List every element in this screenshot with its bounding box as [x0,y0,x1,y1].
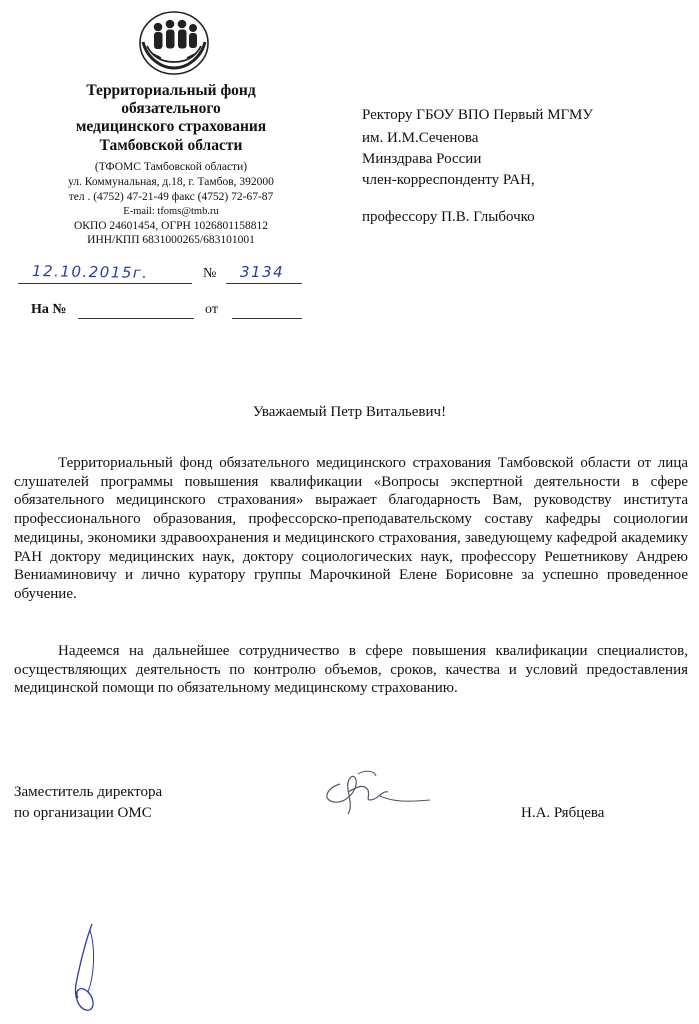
salutation: Уважаемый Петр Витальевич! [252,404,447,420]
body-paragraph-2: Надеемся на дальнейшее сотрудничество в сфере повышения квалификации специалистов, осуществляющих деятельность по контролю объемов, сроков, качества и условий предоставления медицинской помощи по обязательному медицинскому страхованию. [14,643,688,697]
handwritten-signature [318,766,433,816]
reference-number-line [78,318,194,319]
recipient-line-2: им. И.М.Сеченова [362,130,479,146]
org-name-line-4: Тамбовской области [99,137,243,154]
org-phones: тел . (4752) 47-21-49 факс (4752) 72-67-87 [68,191,274,203]
reference-from-label: от [205,302,218,317]
body-paragraph-1: Территориальный фонд обязательного медицинского страхования Тамбовской области от лица слушателей программы повышения квалификации «Вопросы экспертной деятельности в сфере обязательного медицинского страхования» выражает благодарность Вам, руководству института профессионального образования, профессорско-преподавательскому составу кафедры социологии медицины, экономики здравоохранения и медицинского страхования, заведующему кафедрой академику РАН доктору медицинских наук, доктору социологических наук, профессору Решетникову Андрею Вениаминовичу и лично куратору группы Марочкиной Елене Борисовне за успешно проведенное обучение. [14,455,688,602]
org-short-name: (ТФОМС Тамбовской области) [94,161,248,173]
outgoing-number: 3134 [240,263,285,281]
org-name-line-2: обязательного [121,100,221,117]
signer-position-line-1: Заместитель директора [14,784,163,800]
outgoing-date: 12.10.2015г. [31,261,149,283]
recipient-line-4: член-корреспонденту РАН, [362,172,535,188]
signer-position-line-2: по организации ОМС [14,805,152,821]
signer-name: Н.А. Рябцева [521,805,605,821]
reference-number-label: На № [31,302,67,317]
recipient-name: профессору П.В. Глыбочко [362,209,535,225]
recipient-line-1: Ректору ГБОУ ВПО Первый МГМУ [362,107,593,123]
org-name-line-3: медицинского страхования [75,118,267,135]
org-email: E-mail: tfoms@tmb.ru [123,206,219,217]
number-underline [226,283,302,284]
org-inn-kpp: ИНН/КПП 6831000265/683101001 [87,234,255,246]
recipient-line-3: Минздрава России [362,151,482,167]
reference-date-line [232,318,302,319]
organization-logo [133,10,215,80]
handwritten-initial-mark [66,920,106,1015]
org-address: ул. Коммунальная, д.18, г. Тамбов, 392000 [68,176,274,188]
org-okpo-ogrn: ОКПО 24601454, ОГРН 1026801158812 [73,220,269,232]
date-underline [18,283,192,284]
org-name-line-1: Территориальный фонд [86,82,256,99]
number-label: № [203,266,217,281]
